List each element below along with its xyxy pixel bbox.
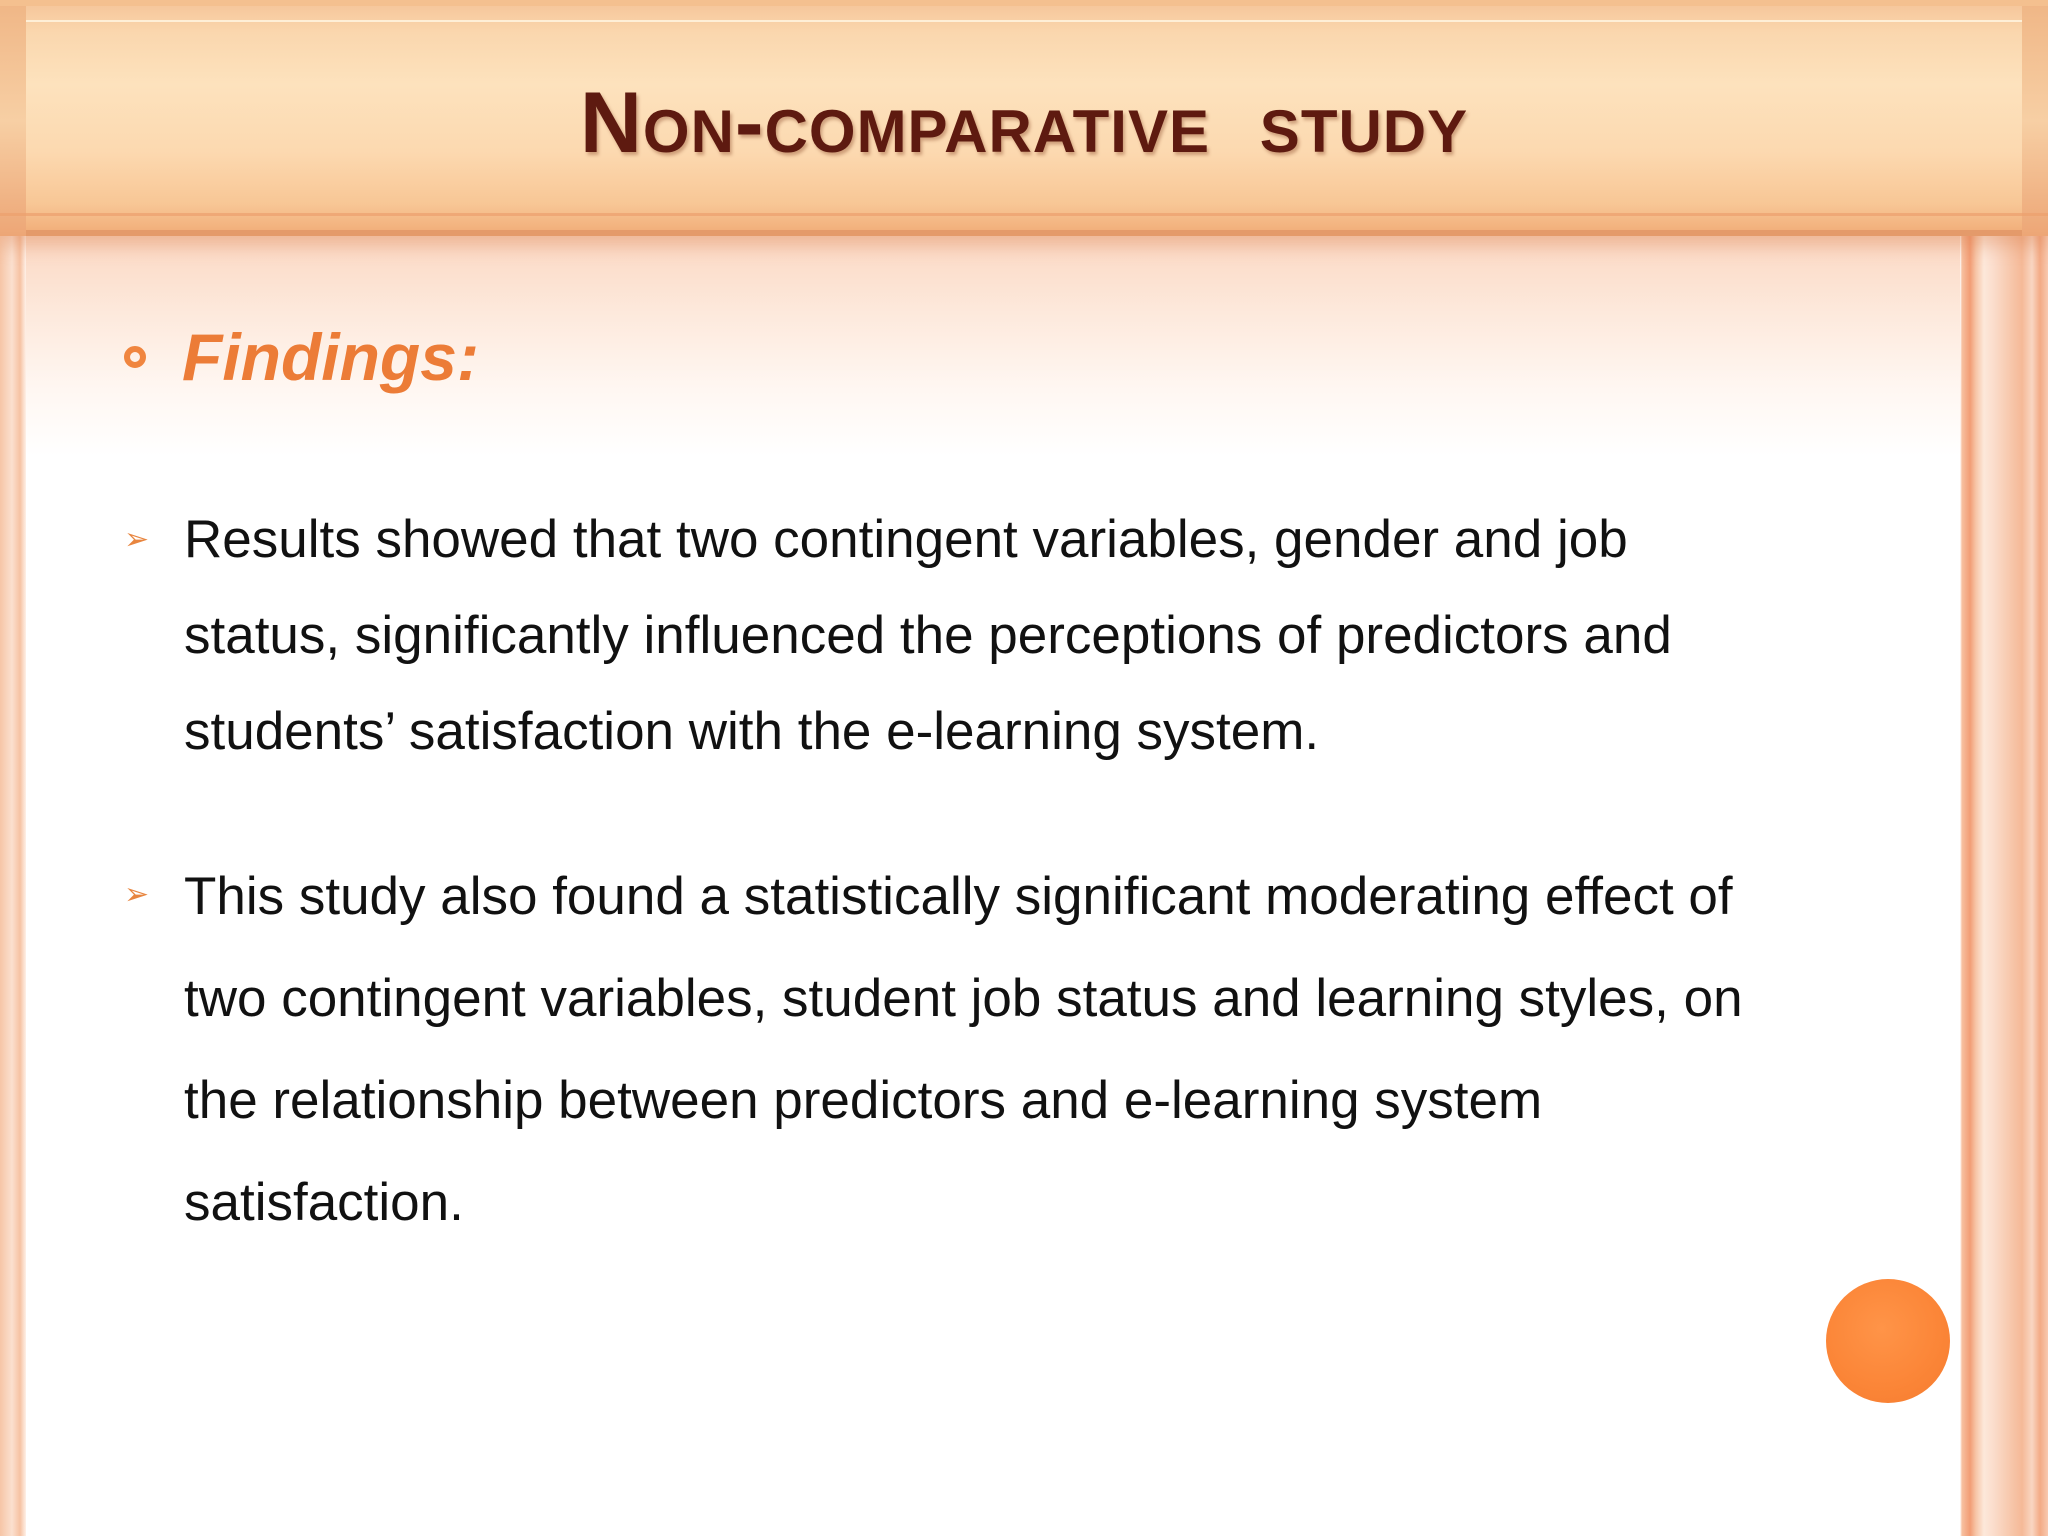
ring-bullet-icon (124, 346, 146, 368)
bullet-item-2 (124, 846, 1744, 1254)
bullet-item-1 (124, 492, 1744, 780)
section-heading: Findings: (182, 320, 479, 394)
arrowhead-bullet-icon: ➢ (124, 523, 150, 556)
arrowhead-bullet-icon: ➢ (124, 878, 150, 911)
bullet-text-1: Results showed that two contingent variables, gender and job status, significantly influenced the perceptions of predictors and students’ satisfaction with the e-learning system. (184, 510, 1672, 761)
bullet-text-2: This study also found a statistically significant moderating effect of two contingent variables, student job status and learning styles, on the relationship between predictors and e-learning system satisfaction. (184, 867, 1743, 1232)
orange-dot-decoration (1826, 1279, 1950, 1403)
slide-title: Non-comparative study (579, 75, 1469, 171)
section-heading-row (124, 312, 479, 402)
title-banner (0, 0, 2048, 236)
